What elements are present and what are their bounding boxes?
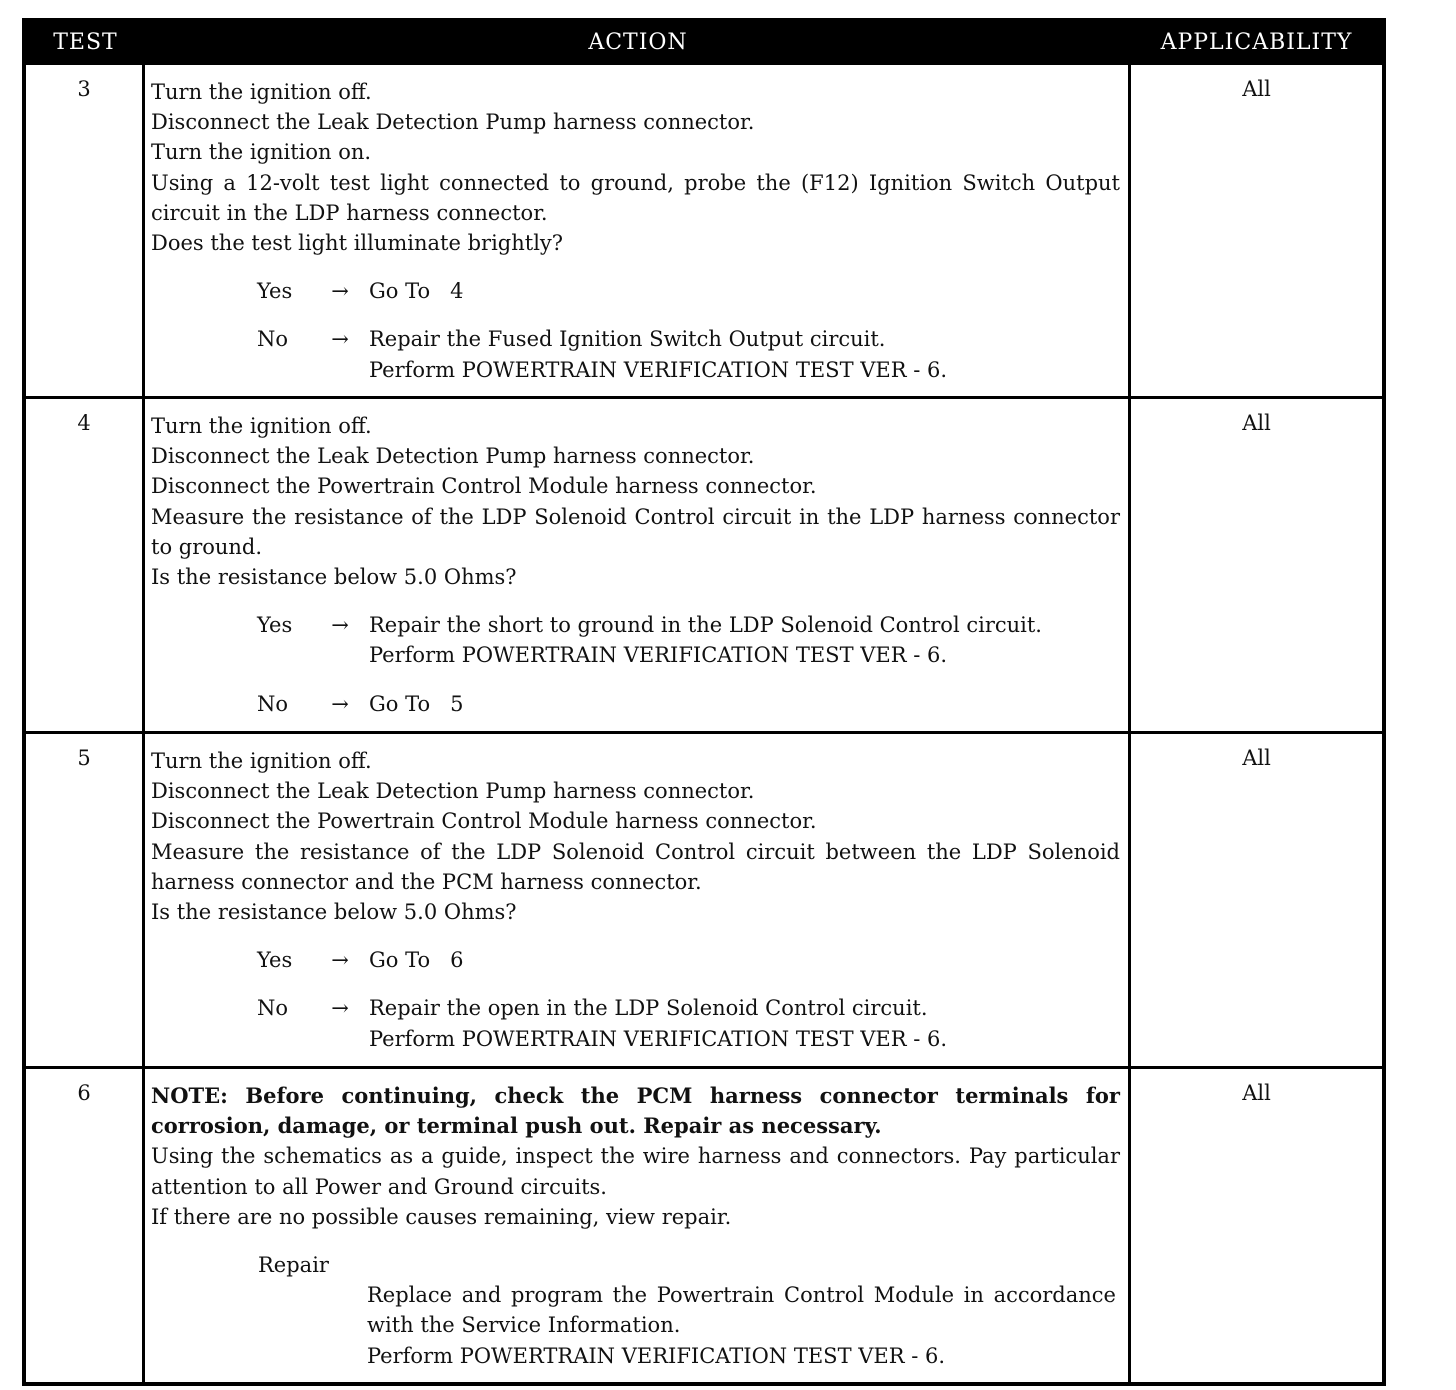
no-result-line: Repair the open in the LDP Solenoid Control circuit. <box>369 996 928 1021</box>
arrow-icon: → <box>331 996 349 1021</box>
no-label: No <box>257 327 289 352</box>
note-text: NOTE: Before continuing, check the PCM harness connector terminals for corrosion, damage, or terminal push out. Repair as necessary. <box>151 1083 1120 1139</box>
action-cell <box>145 734 1131 1066</box>
no-branch <box>257 324 1120 384</box>
arrow-icon: → <box>331 948 349 973</box>
header-action: ACTION <box>588 29 688 55</box>
test-number: 3 <box>26 65 145 396</box>
header-test: TEST <box>53 29 118 55</box>
action-line: Disconnect the Leak Detection Pump harness connector. <box>151 779 755 804</box>
table-row <box>26 731 1382 1066</box>
yes-label: Yes <box>257 613 293 638</box>
yes-result: Go To 4 <box>369 279 464 304</box>
no-result <box>369 993 1120 1053</box>
table-header <box>26 22 1382 62</box>
action-line: Measure the resistance of the LDP Solenoid Control circuit between the LDP Solenoid harness connector and the PCM harness connector. <box>151 839 1120 894</box>
yes-result-line: Repair the short to ground in the LDP Solenoid Control circuit. <box>369 613 1042 638</box>
action-cell <box>145 1069 1131 1382</box>
action-question: Is the resistance below 5.0 Ohms? <box>151 565 517 590</box>
applicability-cell: All <box>1242 1081 1271 1105</box>
no-result <box>369 324 1120 384</box>
action-line: Disconnect the Powertrain Control Module harness connector. <box>151 809 817 834</box>
arrow-icon: → <box>331 613 349 638</box>
yes-branch <box>257 276 1120 306</box>
yes-branch <box>257 945 1120 975</box>
arrow-icon: → <box>331 327 349 352</box>
action-line: Turn the ignition off. <box>151 414 372 438</box>
yes-label: Yes <box>257 948 293 973</box>
no-result-line: Perform POWERTRAIN VERIFICATION TEST VER - 6. <box>369 1026 948 1051</box>
no-result-line: Perform POWERTRAIN VERIFICATION TEST VER - 6. <box>369 357 948 382</box>
table-row <box>26 62 1382 396</box>
yes-branch <box>257 610 1120 670</box>
action-line: Using the schematics as a guide, inspect the wire harness and connectors. Pay particular attention to all Power and Ground circuits. <box>151 1144 1120 1199</box>
yes-result: Go To 6 <box>369 948 464 973</box>
action-question: Does the test light illuminate brightly? <box>151 231 564 256</box>
action-line: If there are no possible causes remaining, view repair. <box>151 1204 732 1229</box>
action-line: Turn the ignition off. <box>151 80 372 104</box>
yes-result <box>369 610 1120 670</box>
no-branch <box>257 689 1120 719</box>
test-number: 6 <box>26 1069 145 1382</box>
action-line: Turn the ignition off. <box>151 749 372 773</box>
test-number: 4 <box>26 399 145 731</box>
no-result: Go To 5 <box>369 691 464 716</box>
repair-text: Replace and program the Powertrain Control Module in accordance with the Service Information. <box>367 1283 1116 1338</box>
header-applicability: APPLICABILITY <box>1160 29 1353 55</box>
arrow-icon: → <box>331 691 349 716</box>
repair-label: Repair <box>258 1253 329 1278</box>
no-branch <box>257 993 1120 1053</box>
no-label: No <box>257 691 289 716</box>
table-row <box>26 1066 1382 1382</box>
action-line: Disconnect the Leak Detection Pump harness connector. <box>151 110 755 135</box>
no-result-line: Repair the Fused Ignition Switch Output circuit. <box>369 327 886 352</box>
yes-label: Yes <box>257 279 293 304</box>
applicability-cell: All <box>1242 746 1271 770</box>
diagnostic-table <box>22 18 1386 1386</box>
repair-text: Perform POWERTRAIN VERIFICATION TEST VER - 6. <box>367 1343 946 1368</box>
arrow-icon: → <box>331 279 349 304</box>
action-line: Turn the ignition on. <box>151 140 372 165</box>
action-line: Disconnect the Powertrain Control Module harness connector. <box>151 474 817 499</box>
action-line: Measure the resistance of the LDP Solenoid Control circuit in the LDP harness connector to ground. <box>151 504 1120 559</box>
no-label: No <box>257 996 289 1021</box>
action-question: Is the resistance below 5.0 Ohms? <box>151 900 517 925</box>
action-cell <box>145 399 1131 731</box>
action-line: Disconnect the Leak Detection Pump harness connector. <box>151 444 755 469</box>
test-number: 5 <box>26 734 145 1066</box>
action-line: Using a 12-volt test light connected to ground, probe the (F12) Ignition Switch Output circuit in the LDP harness connector. <box>151 170 1120 225</box>
applicability-cell: All <box>1242 77 1271 101</box>
yes-result-line: Perform POWERTRAIN VERIFICATION TEST VER - 6. <box>369 643 948 668</box>
table-row <box>26 396 1382 731</box>
applicability-cell: All <box>1242 411 1271 435</box>
action-cell <box>145 65 1131 396</box>
